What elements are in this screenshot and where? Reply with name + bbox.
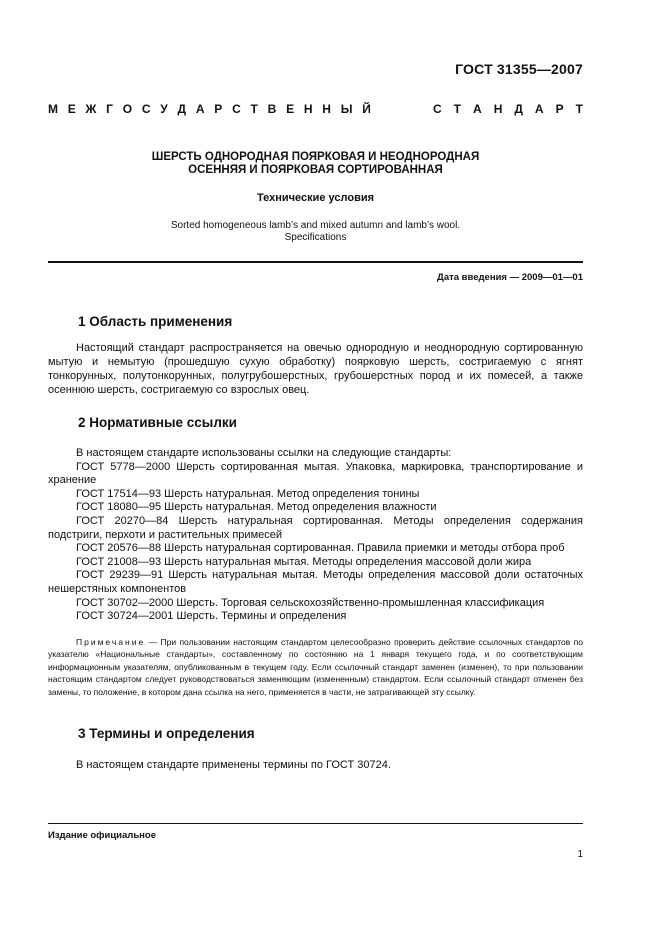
banner-letter: Ж (85, 102, 97, 116)
reference-item: ГОСТ 20270—84 Шерсть натуральная сортированная. Методы определения содержания подстриги, перхоти и растительных примесей (48, 514, 583, 541)
banner-letter: Н (322, 102, 331, 116)
banner-letter: Д (177, 102, 187, 116)
banner-letter: С (433, 102, 442, 116)
reference-item: ГОСТ 18080—95 Шерсть натуральная. Метод определения влажности (76, 501, 437, 514)
banner-letter: А (473, 102, 482, 116)
reference-item: ГОСТ 17514—93 Шерсть натуральная. Метод определения тонины (76, 487, 420, 500)
page-number: 1 (577, 849, 583, 860)
section-1-heading: 1 Область применения (78, 314, 233, 329)
reference-item: ГОСТ 20576—88 Шерсть натуральная сортированная. Правила приемки и методы отбора проб (76, 542, 565, 555)
references-intro: В настоящем стандарте использованы ссылки на следующие стандарты: (76, 447, 452, 459)
document-title-line-2: ОСЕННЯЯ И ПОЯРКОВАЯ СОРТИРОВАННАЯ (188, 164, 443, 176)
banner-letter: М (48, 102, 58, 116)
introduction-date: Дата введения — 2009—01—01 (437, 272, 583, 283)
reference-item: ГОСТ 30724—2001 Шерсть. Термины и определения (76, 610, 347, 623)
banner-letter: О (122, 102, 133, 116)
document-title-line-1: ШЕРСТЬ ОДНОРОДНАЯ ПОЯРКОВАЯ И НЕОДНОРОДНАЯ (151, 151, 480, 163)
banner-letter: Н (303, 102, 313, 116)
banner-letter: Р (555, 102, 564, 116)
banner-letter: В (267, 102, 277, 116)
banner-letter: Т (250, 102, 258, 116)
note-label: Примечание (76, 637, 146, 647)
note-text: — При пользовании настоящим стандартом целесообразно проверить действие ссылочных стандартов по указателю «Национальные стандарты», составленному по состоянию на 1 января текущего года, и по соответствующим информационным указателям, опубликованным в текущем году. Если ссылочный стандарт заменен (изменен), то при пользовании настоящим стандартом следует руководствоваться заменяющим (измененным) стандартом. Если ссылочный стандарт отменен без замены, то положение, в котором дана ссылка на него, применяется в части, не затрагивающей эту ссылку. (48, 637, 583, 697)
standard-word (433, 102, 583, 116)
banner-letter: Г (106, 102, 113, 116)
banner-letter: Р (214, 102, 223, 116)
banner-letter: У (160, 102, 168, 116)
section-2-heading: 2 Нормативные ссылки (78, 415, 237, 430)
banner-letter: А (534, 102, 544, 116)
banner-letter: Й (362, 102, 371, 116)
banner-letter: С (232, 102, 241, 116)
header-divider (48, 261, 583, 263)
banner-letter: Н (493, 102, 503, 116)
banner-letter: Е (67, 102, 76, 116)
official-edition-label: Издание официальное (48, 830, 156, 841)
normative-references (48, 447, 583, 624)
footer-divider (48, 823, 583, 824)
banner-letter: С (141, 102, 151, 116)
interstate-standard-banner (48, 102, 583, 116)
reference-item: ГОСТ 21008—93 Шерсть натуральная мытая. Методы определения массовой доли жира (76, 555, 532, 568)
section-3-text: В настоящем стандарте применены термины по ГОСТ 30724. (76, 759, 391, 771)
banner-letter: Ы (340, 102, 353, 116)
banner-letter: Е (286, 102, 295, 116)
section-3-heading: 3 Термины и определения (78, 726, 255, 741)
banner-letter: Т (453, 102, 462, 116)
references-note (48, 636, 583, 698)
reference-item: ГОСТ 29239—91 Шерсть натуральная мытая. Методы определения массовой доли остаточных нешерстяных компонентов (48, 569, 583, 595)
reference-item: ГОСТ 30702—2000 Шерсть. Торговая сельскохозяйственно-промышленная классификация (76, 596, 545, 609)
english-title-line-1: Sorted homogeneous lamb’s and mixed autumn and lamb’s wool. (170, 220, 461, 231)
banner-letter: Д (514, 102, 523, 116)
banner-letter: А (195, 102, 205, 116)
banner-letter: Т (575, 102, 583, 116)
reference-item: ГОСТ 5778—2000 Шерсть сортированная мытая. Упаковка, маркировка, транспортирование и хранение (48, 460, 583, 487)
english-title-line-2: Specifications (284, 232, 347, 243)
standard-code: ГОСТ 31355—2007 (455, 61, 583, 77)
document-subtitle: Технические условия (256, 192, 375, 204)
interstate-word (48, 102, 371, 116)
section-1-text: Настоящий стандарт распространяется на овечью однородную и неоднородную сортированную мытую и немытую (прошедшую сухую обработку) поярковую шерсть, состригаемую с ягнят тонкорунных, полутонкорунных, полугрубошерстных, грубошерстных пород и их помесей, а также осеннюю шерсть, состригаемую со взрослых овец. (48, 342, 583, 396)
